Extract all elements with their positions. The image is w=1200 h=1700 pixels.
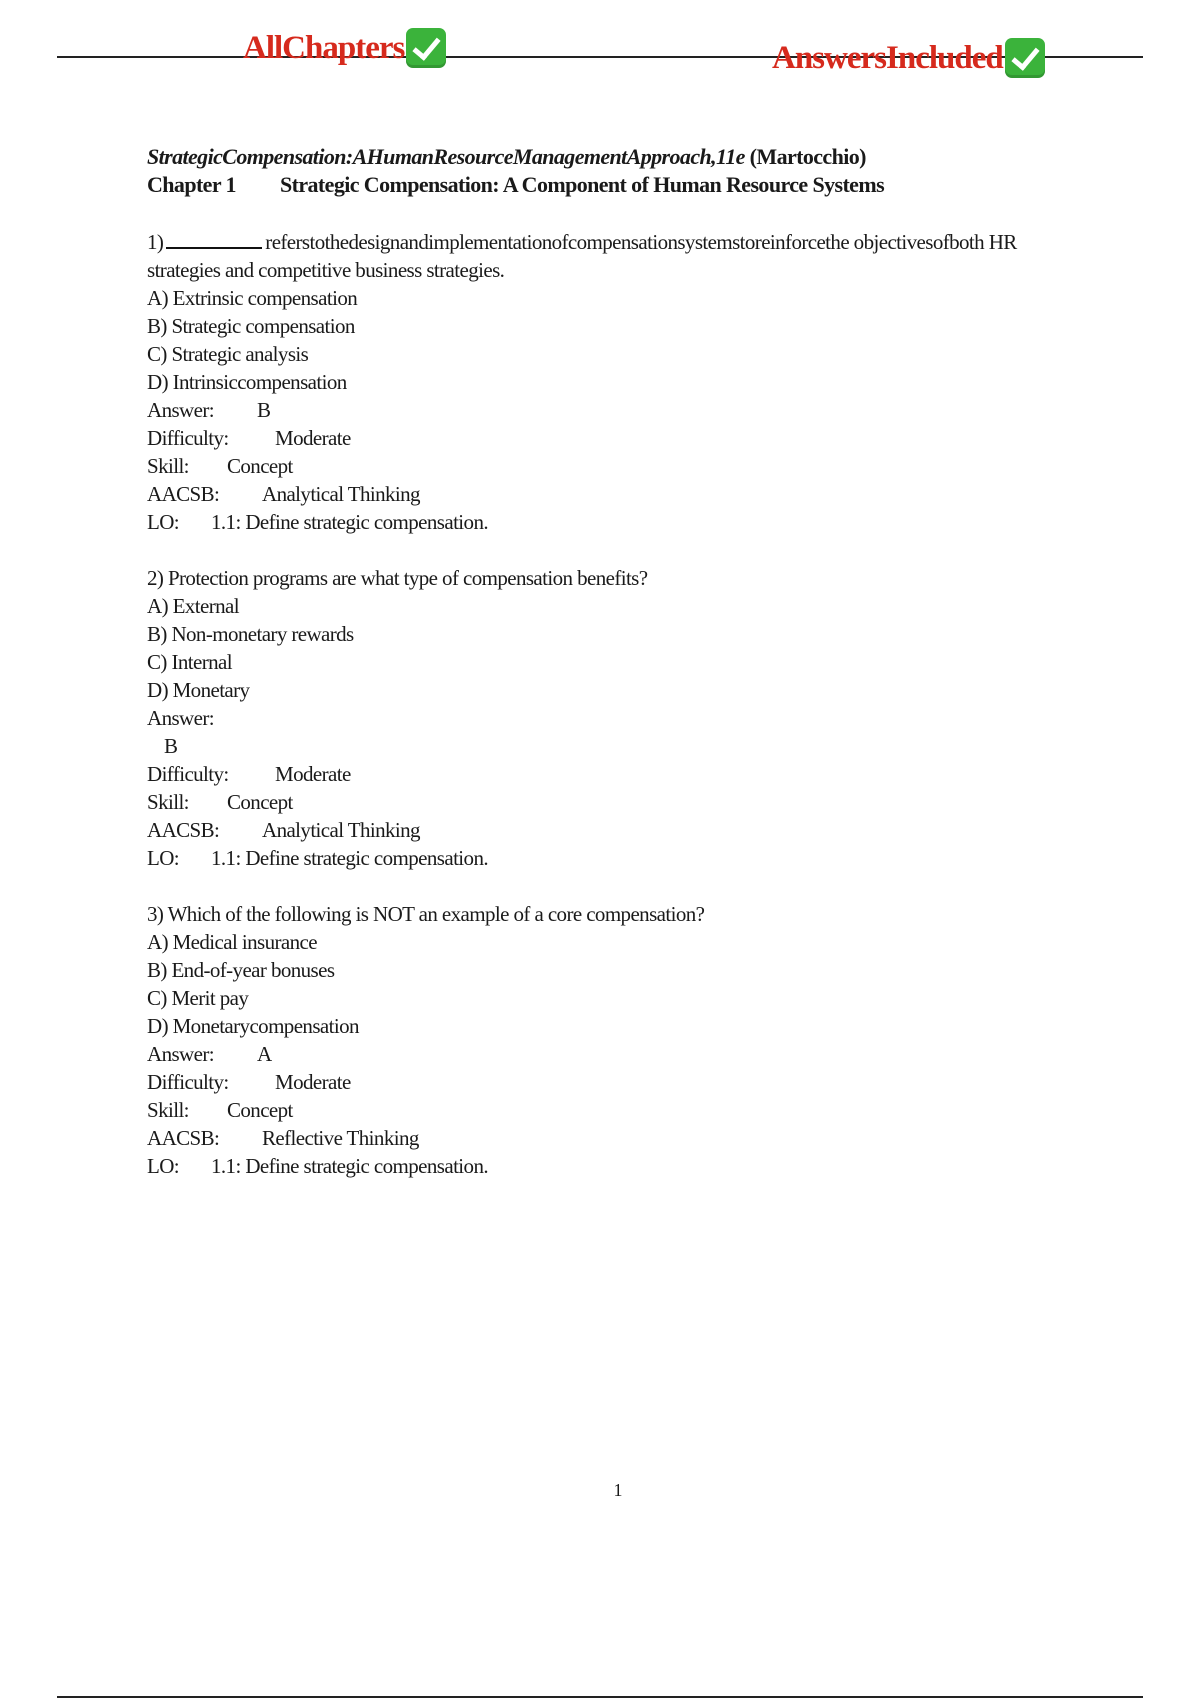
aacsb-label: AACSB: bbox=[147, 1126, 220, 1150]
option: A) External bbox=[147, 594, 239, 618]
option: B) End-of-year bonuses bbox=[147, 958, 335, 982]
chapter-title: Strategic Compensation: A Component of Human Resource Systems bbox=[280, 172, 885, 197]
aacsb-label: AACSB: bbox=[147, 818, 220, 842]
aacsb-line bbox=[147, 816, 1047, 844]
question-stem bbox=[147, 900, 1047, 928]
option: C) Merit pay bbox=[147, 986, 249, 1010]
question-2 bbox=[147, 564, 1047, 872]
check-mark-icon bbox=[1005, 38, 1045, 78]
chapter-heading bbox=[147, 171, 1047, 199]
page-number: 1 bbox=[613, 1480, 623, 1500]
all-chapters-stamp bbox=[243, 28, 446, 68]
skill-value: Concept bbox=[227, 454, 293, 478]
aacsb-line bbox=[147, 480, 1047, 508]
bottom-rule bbox=[57, 1696, 1143, 1698]
difficulty-label: Difficulty: bbox=[147, 762, 229, 786]
lo-label: LO: bbox=[147, 846, 180, 870]
lo-value: 1.1: Define strategic compensation. bbox=[211, 1154, 488, 1178]
question-stem bbox=[147, 227, 1047, 284]
question-text: referstothedesignandimplementationofcompensationsystemstoreinforcethe objectivesofboth HR strategies and competitive business strategies. bbox=[147, 230, 1017, 282]
aacsb-value: Analytical Thinking bbox=[262, 482, 420, 506]
question-text: Protection programs are what type of compensation benefits? bbox=[167, 566, 648, 590]
question-3 bbox=[147, 900, 1047, 1180]
skill-line bbox=[147, 452, 1047, 480]
question-stem bbox=[147, 564, 1047, 592]
all-chapters-text: AllChapters bbox=[243, 29, 405, 66]
aacsb-value: Analytical Thinking bbox=[262, 818, 420, 842]
question-number: 1) bbox=[147, 230, 164, 254]
skill-label: Skill: bbox=[147, 1098, 189, 1122]
option: D) Monetary bbox=[147, 678, 250, 702]
question-number: 3) bbox=[147, 902, 164, 926]
book-title bbox=[147, 143, 1047, 171]
lo-line bbox=[147, 844, 1047, 872]
difficulty-line bbox=[147, 1068, 1047, 1096]
option: A) Extrinsic compensation bbox=[147, 286, 358, 310]
question-1 bbox=[147, 227, 1047, 536]
answer-value: A bbox=[257, 1042, 272, 1066]
skill-label: Skill: bbox=[147, 454, 189, 478]
answer-blank bbox=[166, 227, 262, 249]
lo-value: 1.1: Define strategic compensation. bbox=[211, 846, 488, 870]
option: C) Internal bbox=[147, 650, 232, 674]
book-author: (Martocchio) bbox=[749, 144, 866, 169]
answer-line bbox=[147, 1040, 1047, 1068]
difficulty-label: Difficulty: bbox=[147, 1070, 229, 1094]
option: B) Strategic compensation bbox=[147, 314, 355, 338]
option: D) Intrinsiccompensation bbox=[147, 370, 347, 394]
document-body bbox=[147, 143, 1047, 1180]
chapter-number: Chapter 1 bbox=[147, 172, 236, 197]
book-title-italic: StrategicCompensation:AHumanResourceManagementApproach,11e bbox=[147, 144, 745, 169]
answer-label: Answer: bbox=[147, 706, 214, 730]
answer-label: Answer: bbox=[147, 398, 214, 422]
lo-value: 1.1: Define strategic compensation. bbox=[211, 510, 488, 534]
lo-line bbox=[147, 1152, 1047, 1180]
skill-line bbox=[147, 1096, 1047, 1124]
answers-included-stamp bbox=[772, 38, 1045, 78]
difficulty-value: Moderate bbox=[275, 426, 351, 450]
skill-value: Concept bbox=[227, 1098, 293, 1122]
check-mark-icon bbox=[406, 28, 446, 68]
lo-line bbox=[147, 508, 1047, 536]
difficulty-label: Difficulty: bbox=[147, 426, 229, 450]
question-number: 2) bbox=[147, 566, 164, 590]
aacsb-label: AACSB: bbox=[147, 482, 220, 506]
answer-value: B bbox=[164, 734, 178, 758]
answer-value: B bbox=[257, 398, 271, 422]
option: B) Non-monetary rewards bbox=[147, 622, 354, 646]
lo-label: LO: bbox=[147, 510, 180, 534]
option: D) Monetarycompensation bbox=[147, 1014, 359, 1038]
difficulty-line bbox=[147, 760, 1047, 788]
aacsb-line bbox=[147, 1124, 1047, 1152]
answer-value-line bbox=[147, 732, 1047, 760]
option: A) Medical insurance bbox=[147, 930, 317, 954]
skill-value: Concept bbox=[227, 790, 293, 814]
answer-line bbox=[147, 396, 1047, 424]
answers-included-text: AnswersIncluded bbox=[772, 39, 1003, 76]
difficulty-line bbox=[147, 424, 1047, 452]
lo-label: LO: bbox=[147, 1154, 180, 1178]
skill-label: Skill: bbox=[147, 790, 189, 814]
answer-label: Answer: bbox=[147, 1042, 214, 1066]
difficulty-value: Moderate bbox=[275, 1070, 351, 1094]
difficulty-value: Moderate bbox=[275, 762, 351, 786]
answer-line bbox=[147, 704, 1047, 732]
skill-line bbox=[147, 788, 1047, 816]
question-text: Which of the following is NOT an example of a core compensation? bbox=[167, 902, 705, 926]
aacsb-value: Reflective Thinking bbox=[262, 1126, 419, 1150]
option: C) Strategic analysis bbox=[147, 342, 309, 366]
